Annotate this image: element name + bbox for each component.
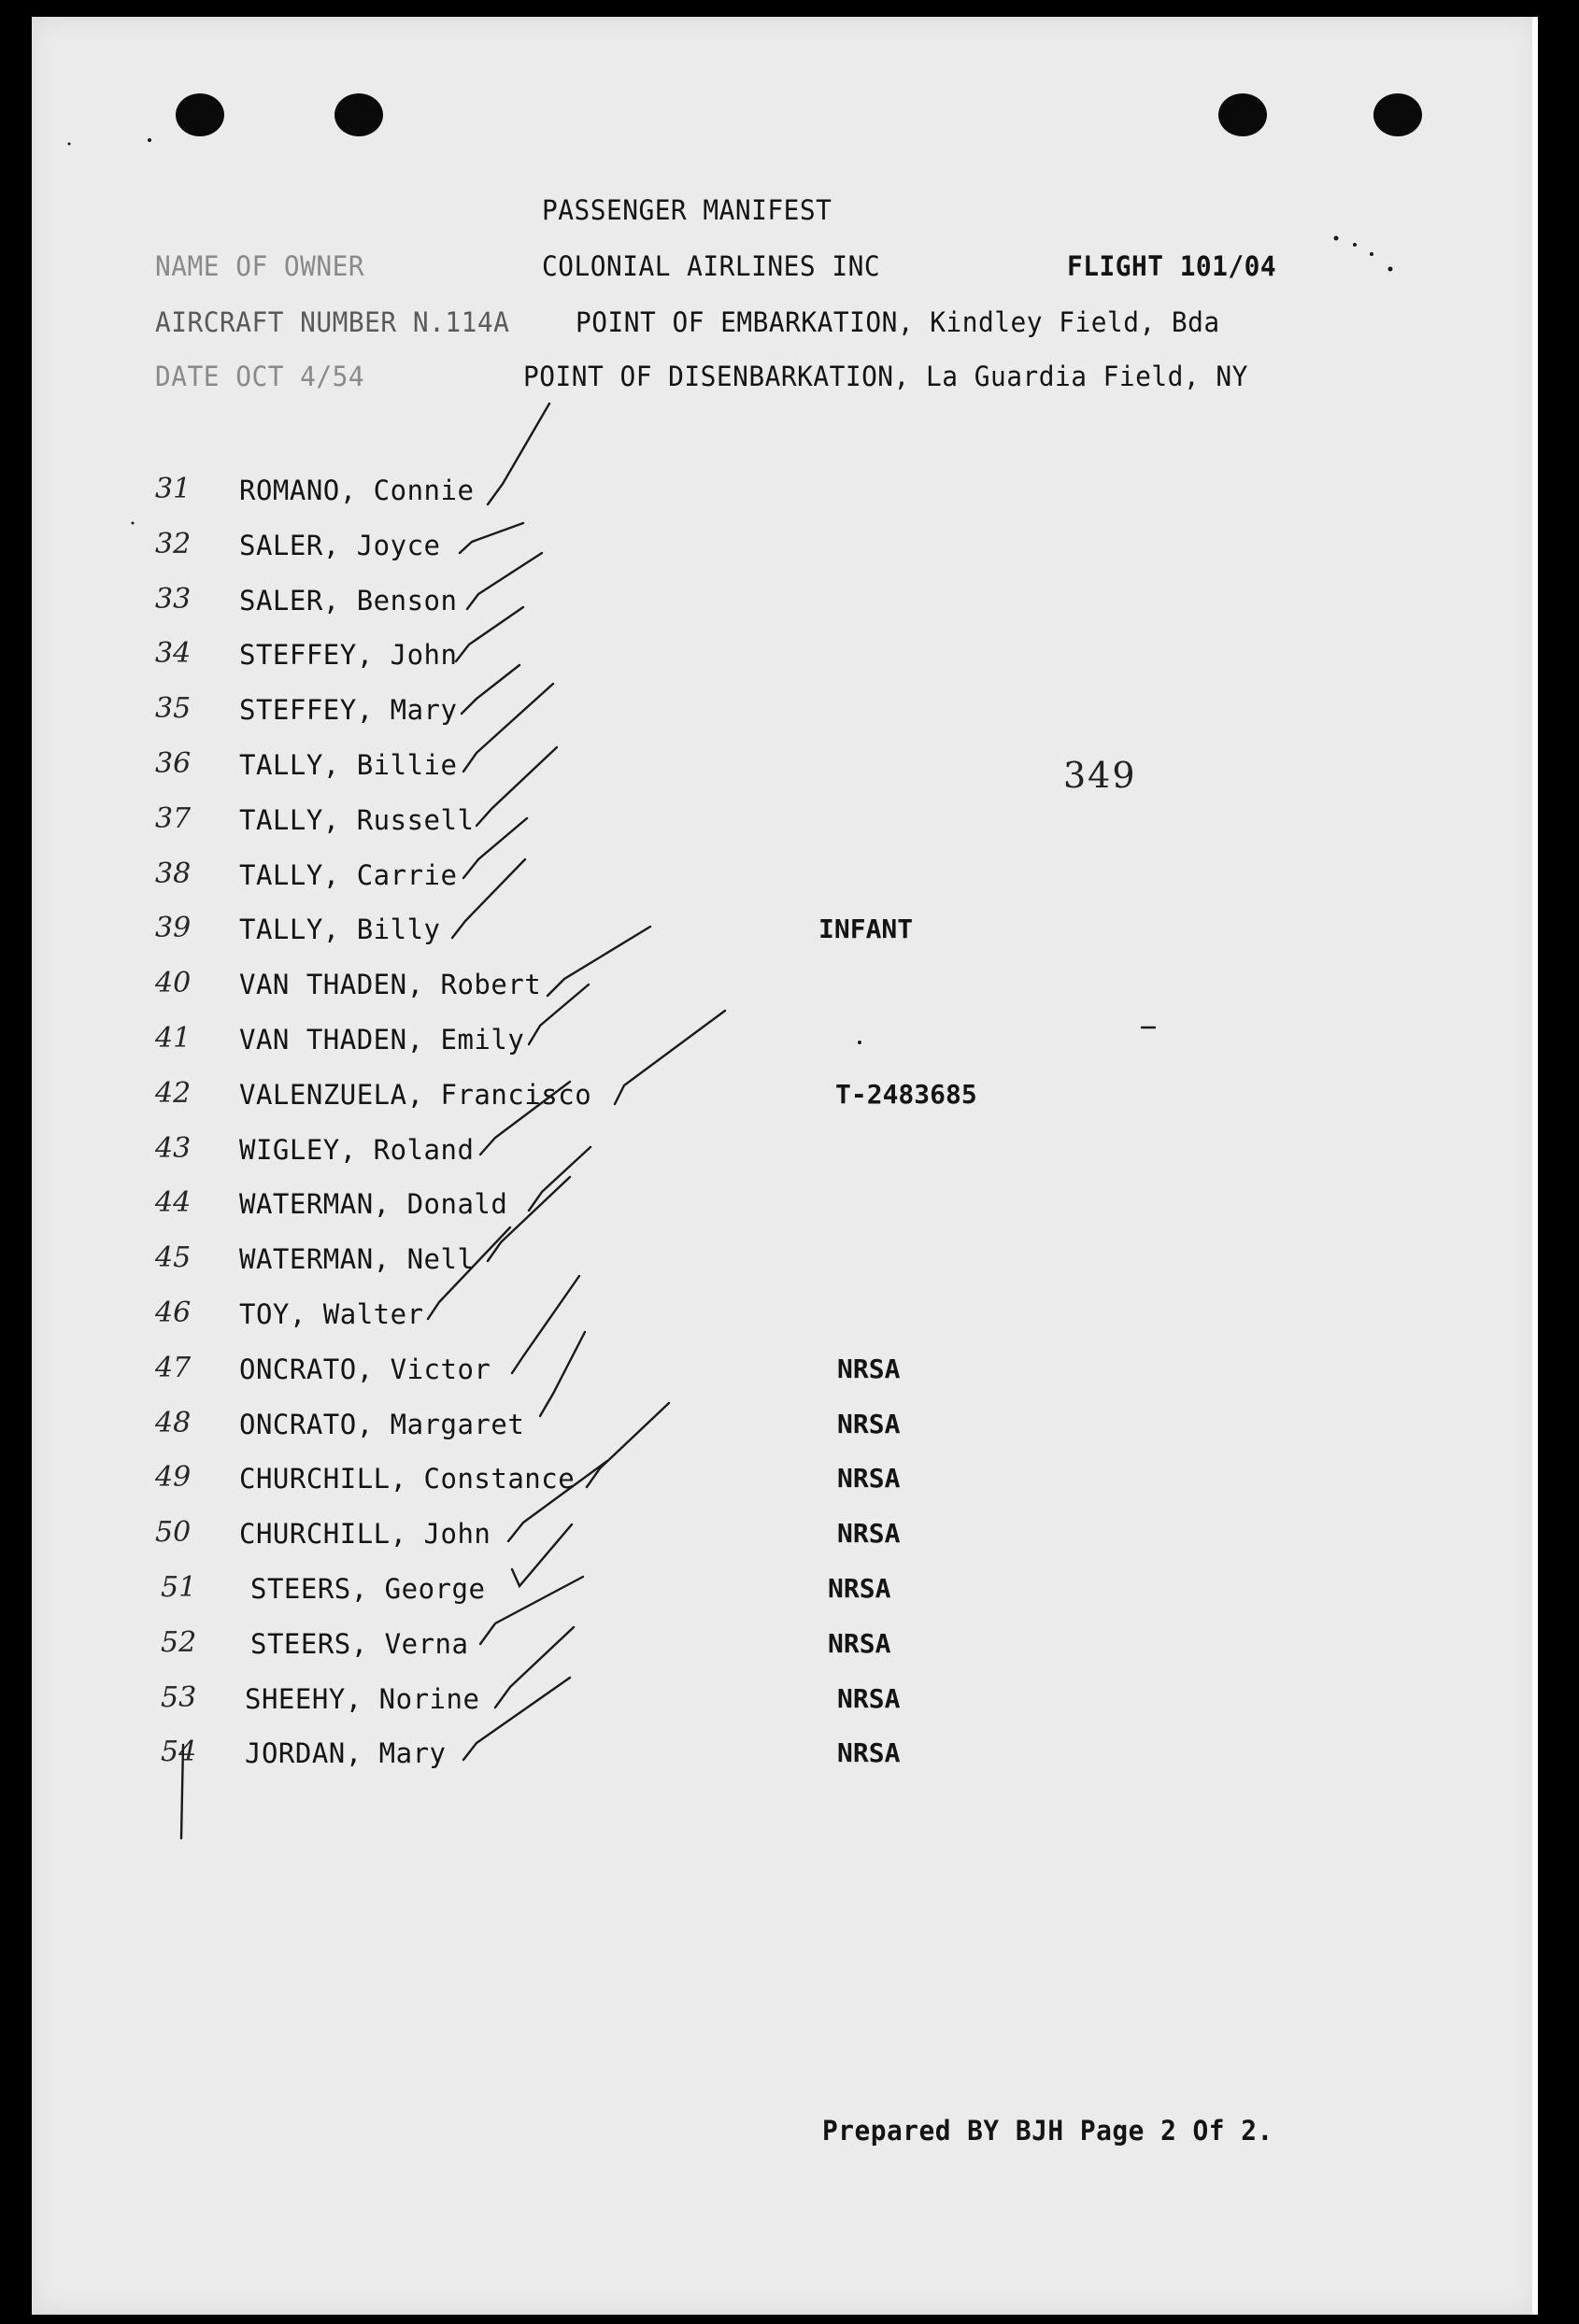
passenger-name: WATERMAN, Donald — [239, 1188, 508, 1220]
passenger-number: 52 — [161, 1626, 197, 1659]
passenger-number: 39 — [155, 912, 192, 944]
flight-number: FLIGHT 101/04 — [1067, 250, 1277, 282]
punch-hole-3 — [1218, 93, 1267, 136]
passenger-name: STEFFEY, John — [239, 639, 458, 671]
passenger-number: 38 — [155, 857, 192, 890]
passenger-number: 40 — [155, 967, 192, 999]
passenger-name: TALLY, Billy — [239, 914, 441, 945]
passenger-name: SALER, Benson — [239, 585, 458, 616]
passenger-number: 44 — [155, 1186, 192, 1219]
passenger-number: 43 — [155, 1132, 192, 1165]
disembarkation-point: POINT OF DISENBARKATION, La Guardia Field, NY — [523, 361, 1248, 392]
passenger-number: 46 — [155, 1297, 192, 1329]
passenger-note: NRSA — [837, 1463, 901, 1494]
passenger-number: 48 — [155, 1407, 192, 1439]
embarkation-point: POINT OF EMBARKATION, Kindley Field, Bda — [576, 306, 1220, 338]
passenger-note: NRSA — [837, 1409, 901, 1439]
passenger-number: 49 — [155, 1461, 192, 1494]
airline-name: COLONIAL AIRLINES INC — [542, 250, 881, 282]
passenger-number: 50 — [155, 1516, 192, 1549]
passenger-number: 32 — [155, 528, 192, 560]
manifest-date: DATE OCT 4/54 — [155, 361, 365, 392]
punch-hole-2 — [334, 93, 383, 136]
passenger-name: JORDAN, Mary — [245, 1737, 447, 1769]
passenger-note: T-2483685 — [835, 1079, 977, 1110]
passenger-note: NRSA — [828, 1573, 891, 1604]
punch-hole-1 — [176, 93, 224, 136]
passenger-number: 51 — [161, 1571, 197, 1604]
passenger-note: NRSA — [837, 1518, 901, 1549]
passenger-name: STEERS, George — [250, 1573, 486, 1605]
prepared-by-footer: Prepared BY BJH Page 2 Of 2. — [822, 2115, 1273, 2147]
aircraft-number: AIRCRAFT NUMBER N.114A — [155, 306, 510, 338]
passenger-number: 47 — [155, 1352, 192, 1384]
passenger-number: 41 — [155, 1022, 192, 1055]
passenger-note: NRSA — [837, 1683, 901, 1714]
manifest-title: PASSENGER MANIFEST — [542, 194, 832, 226]
passenger-name: STEFFEY, Mary — [239, 694, 458, 726]
passenger-number: 54 — [161, 1736, 197, 1768]
passenger-number: 33 — [155, 583, 192, 616]
passenger-name: CHURCHILL, Constance — [239, 1463, 576, 1495]
page-edge — [1532, 17, 1538, 2315]
passenger-number: 37 — [155, 802, 192, 835]
passenger-note: NRSA — [837, 1737, 901, 1768]
passenger-name: SALER, Joyce — [239, 530, 441, 561]
passenger-name: TALLY, Carrie — [239, 859, 458, 891]
passenger-name: ONCRATO, Margaret — [239, 1409, 525, 1440]
passenger-name: VAN THADEN, Robert — [239, 969, 542, 1000]
passenger-name: TOY, Walter — [239, 1298, 424, 1330]
passenger-number: 31 — [155, 473, 192, 505]
punch-hole-4 — [1373, 93, 1422, 136]
passenger-note: INFANT — [818, 914, 914, 944]
passenger-name: WIGLEY, Roland — [239, 1134, 475, 1166]
serial-stamp: 349 — [1063, 755, 1137, 796]
owner-label: NAME OF OWNER — [155, 250, 365, 282]
passenger-number: 36 — [155, 747, 192, 780]
passenger-name: ROMANO, Connie — [239, 475, 475, 506]
passenger-name: SHEEHY, Norine — [245, 1683, 480, 1715]
passenger-note: NRSA — [837, 1353, 901, 1384]
passenger-number: 35 — [155, 692, 192, 725]
passenger-name: CHURCHILL, John — [239, 1518, 491, 1550]
passenger-name: ONCRATO, Victor — [239, 1353, 491, 1385]
passenger-note: NRSA — [828, 1628, 891, 1659]
passenger-number: 42 — [155, 1077, 192, 1110]
passenger-number: 34 — [155, 637, 192, 670]
passenger-number: 53 — [161, 1681, 197, 1714]
passenger-name: VALENZUELA, Francisco — [239, 1079, 592, 1111]
passenger-name: STEERS, Verna — [250, 1628, 469, 1660]
passenger-name: TALLY, Russell — [239, 804, 475, 836]
passenger-name: TALLY, Billie — [239, 749, 458, 781]
passenger-name: WATERMAN, Nell — [239, 1243, 475, 1275]
passenger-number: 45 — [155, 1241, 192, 1274]
passenger-name: VAN THADEN, Emily — [239, 1024, 525, 1056]
